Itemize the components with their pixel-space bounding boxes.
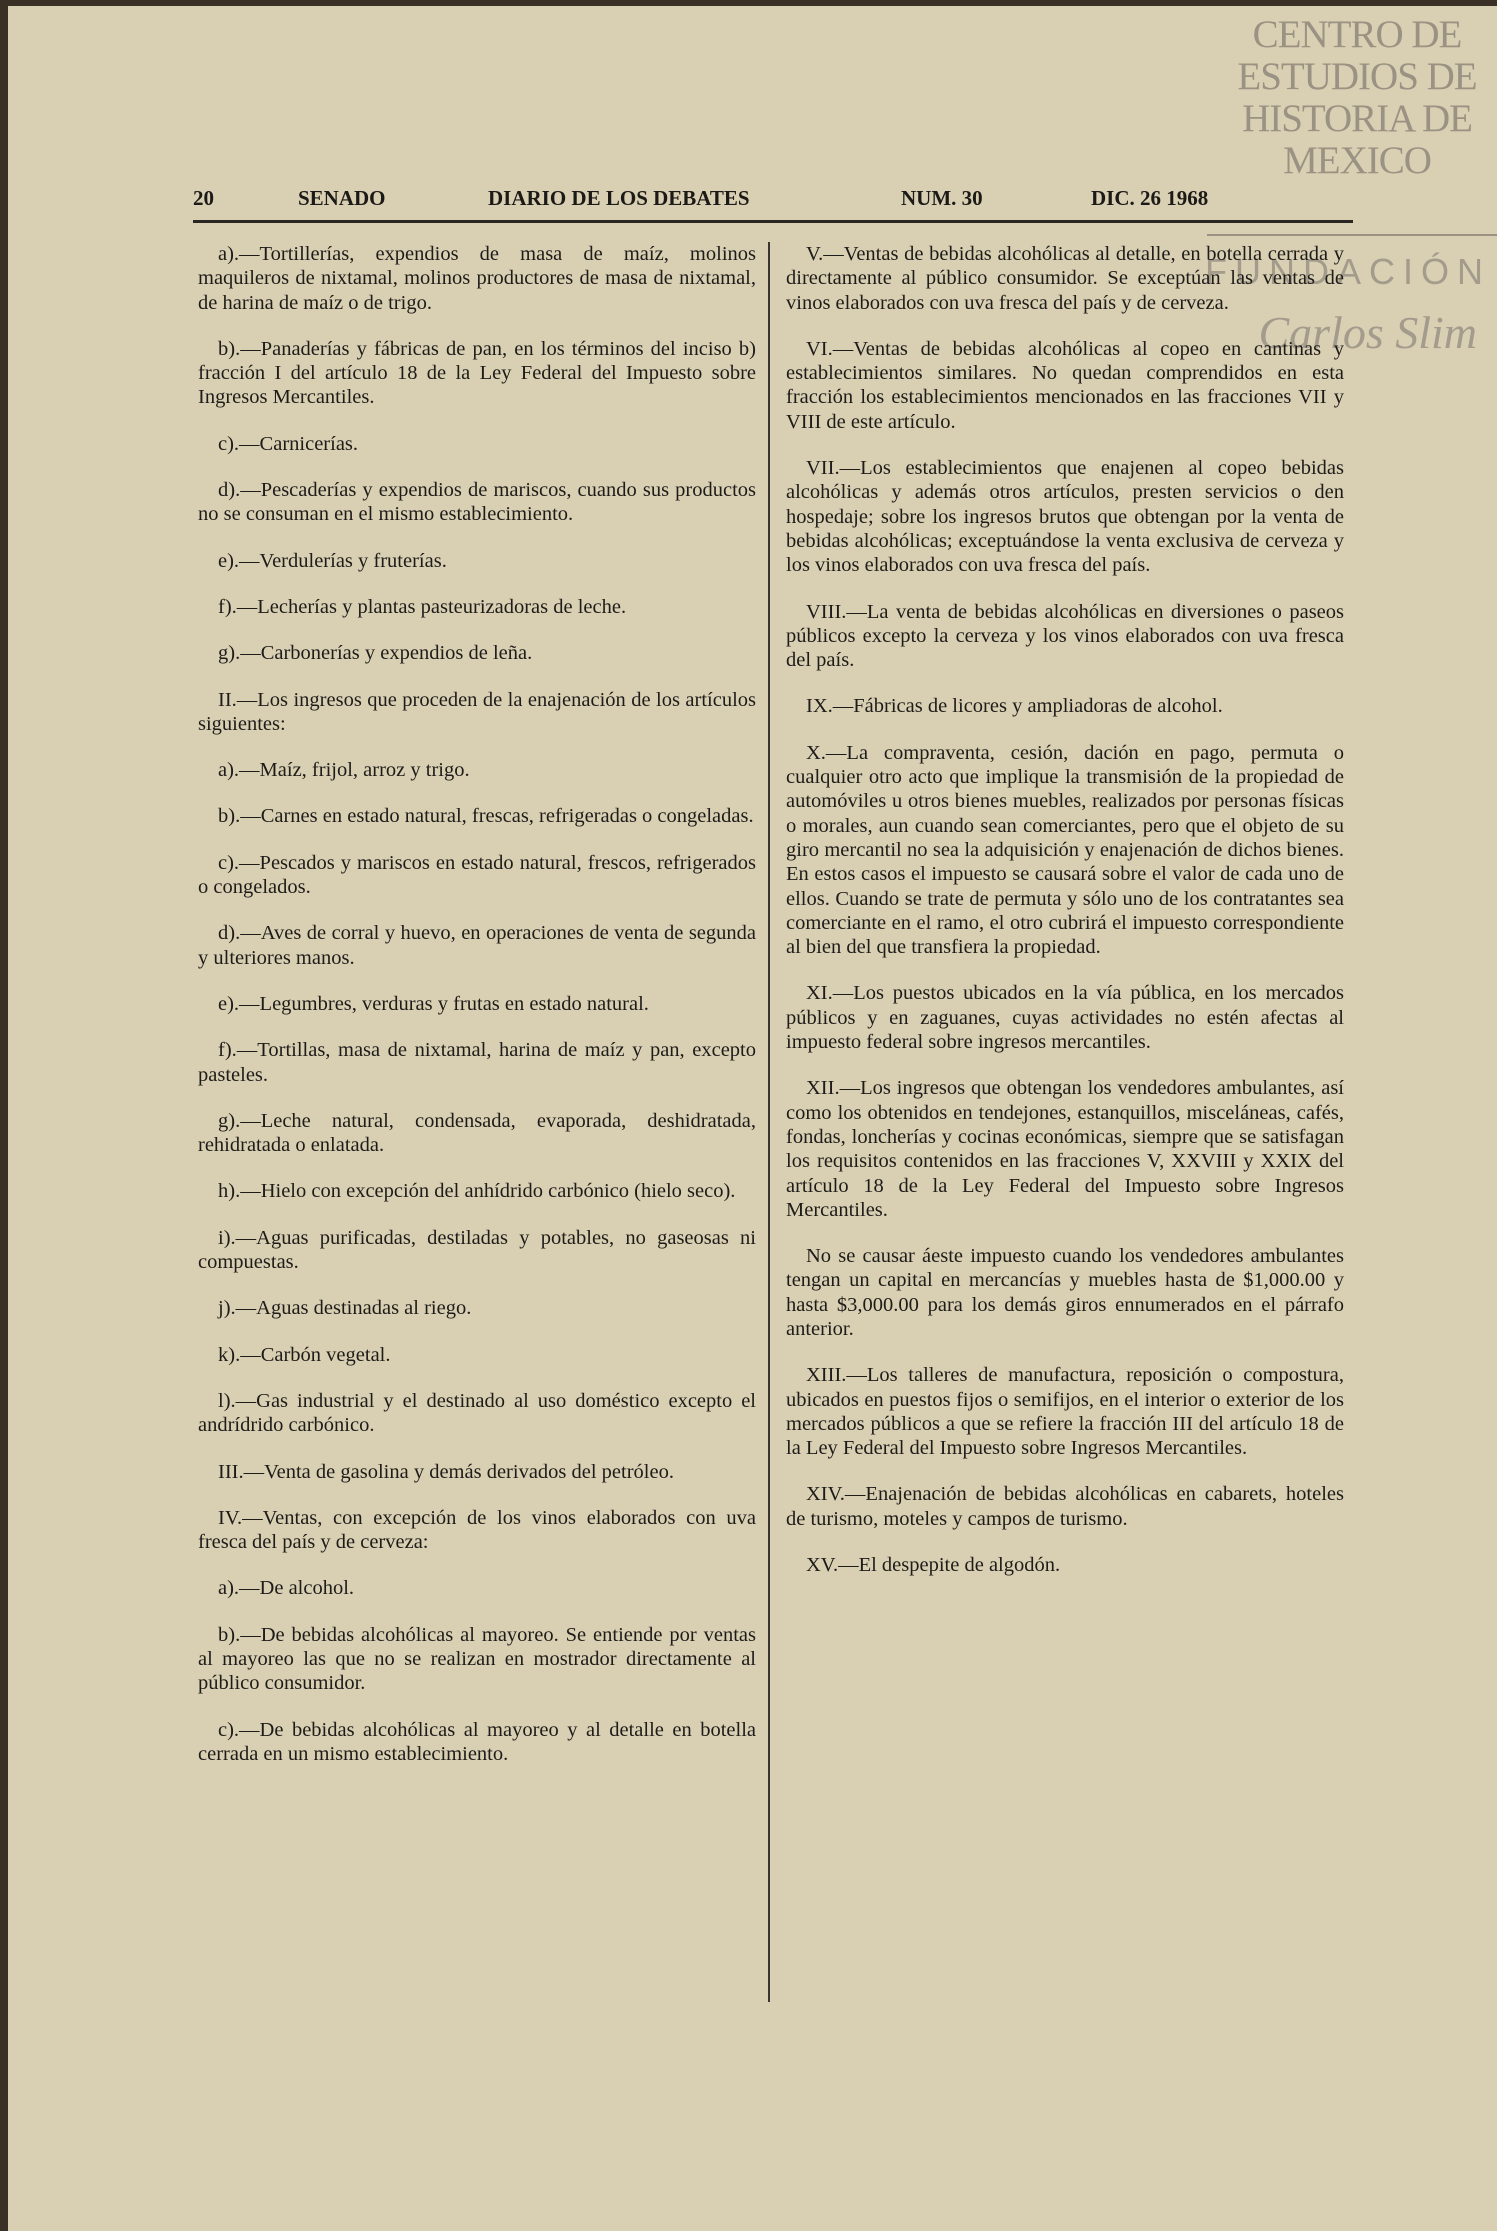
paragraph: g).—Carbonerías y expendios de leña.: [218, 642, 533, 665]
paragraph: a).—De alcohol.: [218, 1577, 355, 1600]
paragraph: II.—Los ingresos que proceden de la enajenación de los artículos siguientes:: [198, 688, 756, 735]
paragraph: e).—Legumbres, verduras y frutas en estado natural.: [218, 992, 649, 1015]
watermark-divider: [1207, 234, 1497, 236]
paragraph: XV.—El despepite de algodón.: [806, 1554, 1061, 1577]
page-header: [193, 186, 1248, 216]
paragraph: III.—Venta de gasolina y demás derivados del petróleo.: [218, 1460, 674, 1483]
paragraph: b).—Panaderías y fábricas de pan, en los términos del inciso b) fracción I del artículo 18 de la Ley Federal del Impuesto sobre Ingresos Mercantiles.: [198, 337, 756, 409]
paragraph: k).—Carbón vegetal.: [218, 1343, 391, 1366]
paragraph: X.—La compraventa, cesión, dación en pago, permuta o cualquier otro acto que implique la transmisión de la propiedad de automóviles u otros bienes muebles, realizados por personas físicas o morales, aun cuando sean comerciantes, pero que el objeto de su giro mercantil no sea la adquisición y enajenación de dichos bienes. En estos casos el impuesto se causará sobre el valor de cada uno de ellos. Cuando se trate de permuta y sólo uno de los contratantes sea comerciante en el ramo, el otro cubrirá el impuesto correspondiente al bien del que transfiera la propiedad.: [786, 741, 1344, 959]
watermark-signature: Carlos Slim: [1258, 307, 1477, 358]
column-divider: [768, 242, 770, 2002]
paragraph: f).—Lecherías y plantas pasteurizadoras de leche.: [218, 595, 627, 618]
issue-date: DIC. 26 1968: [1091, 186, 1209, 210]
paragraph: V.—Ventas de bebidas alcohólicas al detalle, en botella cerrada y directamente al público consumidor. Se exceptúan las ventas de vinos elaborados con uva fresca del país y de cerveza.: [786, 243, 1344, 314]
paragraph: VII.—Los establecimientos que enajenen al copeo bebidas alcohólicas y además otros artículos, presten servicios o den hospedaje; sobre los ingresos brutos que obtengan por la venta de bebidas alcohólicas; exceptuándose la venta exclusiva de cerveza y los vinos elaborados con uva fresca del país.: [786, 457, 1344, 577]
page-number: 20: [193, 186, 214, 210]
paragraph: f).—Tortillas, masa de nixtamal, harina de maíz y pan, excepto pasteles.: [198, 1039, 756, 1086]
paragraph: No se causar áeste impuesto cuando los vendedores ambulantes tengan un capital en mercancías y muebles hasta de $1,000.00 y hasta $3,000.00 para los demás giros ennumerados en el párrafo anterior.: [786, 1245, 1344, 1340]
paragraph: i).—Aguas purificadas, destiladas y potables, no gaseosas ni compuestas.: [198, 1226, 756, 1274]
header-rule: [193, 220, 1353, 223]
watermark-fundacion: FUNDACIÓN: [1205, 251, 1491, 292]
paragraph: d).—Pescaderías y expendios de mariscos, cuando sus productos no se consuman en el mismo establecimiento.: [198, 479, 756, 526]
right-column: [786, 242, 1344, 1599]
paragraph: d).—Aves de corral y huevo, en operaciones de venta de segunda y ulteriores manos.: [198, 922, 756, 969]
paragraph: h).—Hielo con excepción del anhídrido carbónico (hielo seco).: [218, 1180, 736, 1203]
paragraph: c).—Pescados y mariscos en estado natural, frescos, refrigerados o congelados.: [198, 851, 756, 899]
paragraph: VI.—Ventas de bebidas alcohólicas al copeo en cantinas y establecimientos similares. No quedan comprendidos en esta fracción los establecimientos mencionados en las fracciones VII y VIII de este artículo.: [786, 337, 1344, 433]
paragraph: g).—Leche natural, condensada, evaporada, deshidratada, rehidratada o enlatada.: [198, 1109, 756, 1157]
left-column: [198, 242, 756, 1788]
paragraph: b).—Carnes en estado natural, frescas, refrigeradas o congeladas.: [218, 805, 754, 828]
paragraph: XIV.—Enajenación de bebidas alcohólicas en cabarets, hoteles de turismo, moteles y campos de turismo.: [786, 1483, 1344, 1530]
paragraph: a).—Tortillerías, expendios de masa de maíz, molinos maquileros de nixtamal, molinos productores de masa de nixtamal, de harina de maíz o de trigo.: [198, 243, 756, 314]
paragraph: XIII.—Los talleres de manufactura, reposición o compostura, ubicados en puestos fijos o semifijos, en el interior o exterior de los mercados públicos a que se refiere la fracción III del artículo 18 de la Ley Federal del Impuesto sobre Ingresos Mercantiles.: [786, 1364, 1344, 1460]
paragraph: IX.—Fábricas de licores y ampliadoras de alcohol.: [806, 695, 1223, 718]
paragraph: XI.—Los puestos ubicados en la vía pública, en los mercados públicos y en zaguanes, cuyas actividades no estén afectas al impuesto federal sobre ingresos mercantiles.: [786, 982, 1344, 1054]
paragraph: IV.—Ventas, con excepción de los vinos elaborados con uva fresca del país y de cerveza:: [198, 1506, 756, 1554]
paragraph: VIII.—La venta de bebidas alcohólicas en diversiones o paseos públicos excepto la cerveza y los vinos elaborados con uva fresca del país.: [786, 600, 1344, 672]
paragraph: XII.—Los ingresos que obtengan los vendedores ambulantes, así como los obtenidos en tendejones, estanquillos, misceláneas, cafés, fondas, loncherías y cocinas económicas, siempre que se satisfagan los requisitos contenidos en las fracciones V, XXVIII y XXIX del artículo 18 de la Ley Federal del Impuesto sobre Ingresos Mercantiles.: [786, 1077, 1344, 1221]
paragraph: c).—Carnicerías.: [218, 432, 359, 455]
issue-number: NUM. 30: [901, 186, 983, 210]
paragraph: e).—Verdulerías y fruterías.: [218, 549, 447, 572]
watermark-centro-estudios: CENTRO DE ESTUDIOS DE HISTORIA DE MEXICO: [1237, 13, 1477, 182]
document-page: [8, 6, 1497, 2231]
paragraph: j).—Aguas destinadas al riego.: [218, 1297, 472, 1320]
chamber-name: SENADO: [298, 186, 386, 210]
paragraph: a).—Maíz, frijol, arroz y trigo.: [218, 759, 470, 782]
paragraph: l).—Gas industrial y el destinado al uso doméstico excepto el andrídrido carbónico.: [198, 1389, 756, 1437]
paragraph: b).—De bebidas alcohólicas al mayoreo. Se entiende por ventas al mayoreo las que no se realizan en mostrador directamente al público consumidor.: [198, 1623, 756, 1695]
publication-title: DIARIO DE LOS DEBATES: [488, 186, 750, 210]
paragraph: c).—De bebidas alcohólicas al mayoreo y al detalle en botella cerrada en un mismo establecimiento.: [198, 1718, 756, 1765]
